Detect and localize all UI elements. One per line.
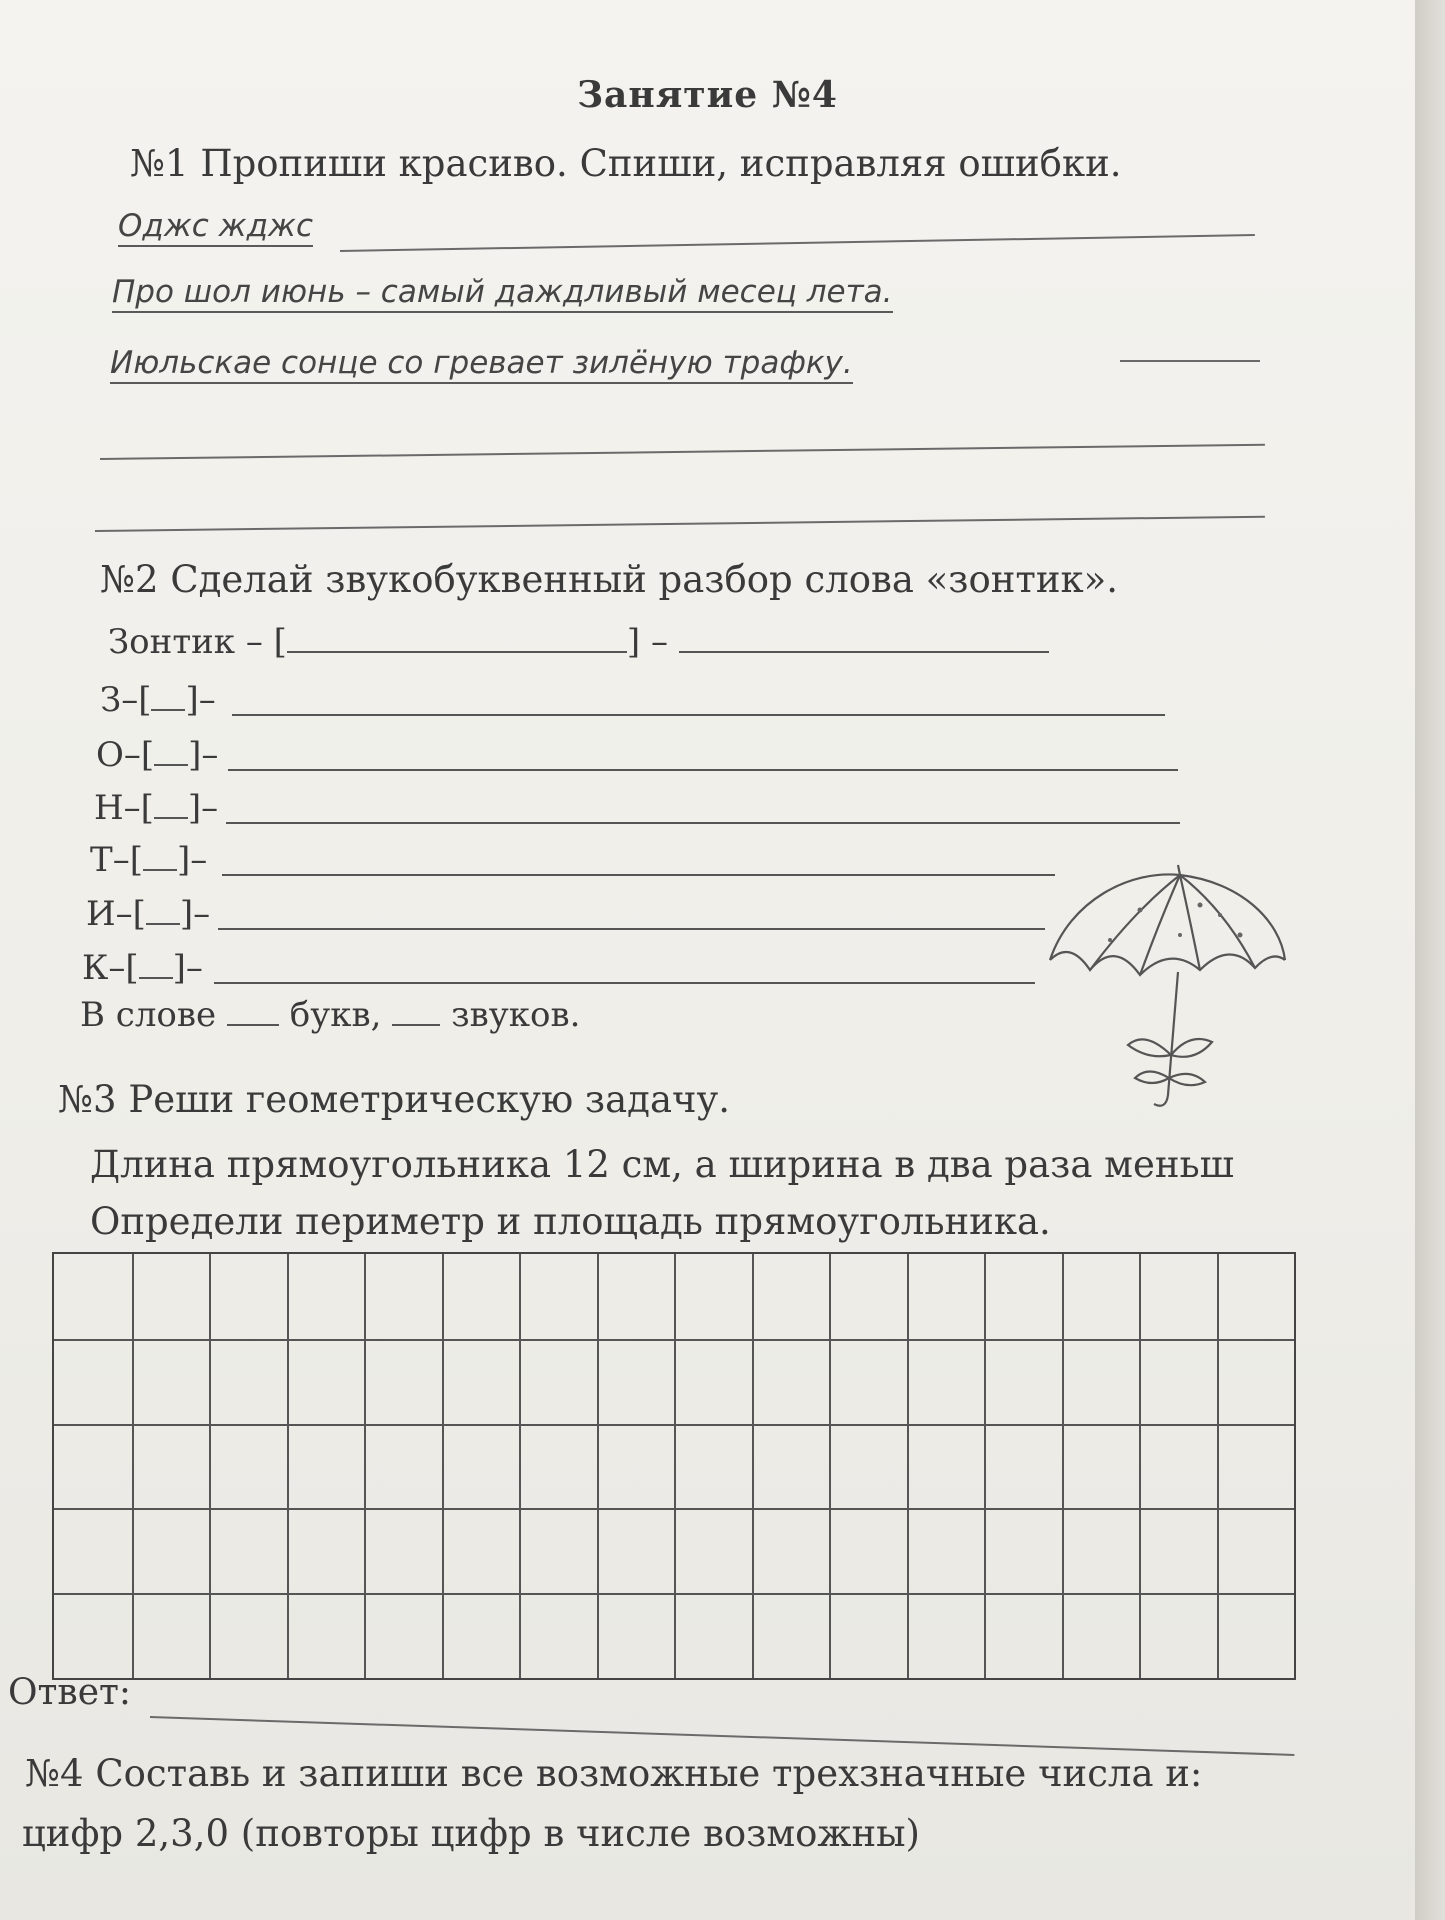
letter-row — [96, 735, 218, 775]
word-row-mid: ] – — [626, 622, 668, 662]
task1-heading: №1 Пропиши красиво. Спиши, исправляя ошибки. — [130, 142, 1122, 185]
letter-row — [100, 680, 216, 720]
sound-blank[interactable] — [146, 923, 180, 925]
task1-writing-line-5 — [95, 516, 1265, 532]
task1-writing-line-1 — [340, 234, 1255, 252]
sound-blank[interactable] — [139, 977, 173, 979]
task2-heading: №2 Сделай звукобуквенный разбор слова «зонтик». — [100, 558, 1119, 601]
bracket-close: ]– — [187, 788, 219, 828]
bracket-close: ]– — [179, 894, 211, 934]
umbrella-icon — [1040, 860, 1290, 1120]
bracket-close: ]– — [176, 840, 208, 880]
letter-row — [94, 788, 218, 828]
grid-vertical-line — [674, 1254, 676, 1678]
description-line[interactable] — [228, 769, 1178, 771]
summary-letters: букв, — [289, 995, 382, 1035]
grid-vertical-line — [752, 1254, 754, 1678]
letter-label: К — [82, 948, 109, 988]
sound-blank[interactable] — [151, 709, 185, 711]
description-line[interactable] — [232, 714, 1165, 716]
summary-prefix: В слове — [80, 995, 217, 1035]
description-line[interactable] — [226, 822, 1180, 824]
grid-horizontal-line — [54, 1593, 1294, 1595]
description-line[interactable] — [218, 928, 1045, 930]
grid-vertical-line — [287, 1254, 289, 1678]
grid-vertical-line — [132, 1254, 134, 1678]
grid-vertical-line — [1139, 1254, 1141, 1678]
sound-blank[interactable] — [154, 764, 188, 766]
bracket-open: –[ — [112, 840, 143, 880]
task1-handwritten-line-3: Июльскае сонце со гревает зилёную трафку. — [110, 345, 853, 384]
task1-writing-line-4 — [100, 444, 1265, 460]
transcription-blank — [287, 651, 627, 653]
letter-row — [90, 840, 207, 880]
bracket-open: –[ — [123, 788, 154, 828]
grid-horizontal-line — [54, 1508, 1294, 1510]
letter-label: И — [86, 894, 116, 934]
grid-vertical-line — [1062, 1254, 1064, 1678]
sound-blank[interactable] — [143, 869, 177, 871]
letter-row — [86, 894, 210, 934]
grid-vertical-line — [597, 1254, 599, 1678]
task1-handwritten-line-1: Оджс жджс — [118, 208, 313, 247]
page-title: Занятие №4 — [577, 74, 838, 116]
letter-label: Т — [90, 840, 113, 880]
sounds-count-blank — [392, 1024, 440, 1026]
bracket-close: ]– — [188, 735, 219, 775]
letter-label: Н — [94, 788, 124, 828]
letter-label: З — [100, 680, 122, 720]
task1-writing-line-3 — [1120, 360, 1260, 362]
bracket-open: –[ — [115, 894, 146, 934]
answer-line[interactable] — [150, 1716, 1294, 1756]
grid-vertical-line — [209, 1254, 211, 1678]
bracket-open: –[ — [121, 680, 152, 720]
answer-label: Ответ: — [8, 1672, 132, 1713]
grid-vertical-line — [442, 1254, 444, 1678]
letters-count-blank — [227, 1024, 279, 1026]
task1-handwritten-line-2: Про шол июнь – самый даждливый месец лета. — [112, 274, 893, 313]
task3-heading: №3 Реши геометрическую задачу. — [58, 1078, 730, 1121]
word-analysis-row — [108, 622, 1049, 662]
word-row-label: Зонтик – [ — [108, 622, 287, 662]
word-description-blank — [679, 651, 1049, 653]
grid-horizontal-line — [54, 1424, 1294, 1426]
summary-sounds: звуков. — [451, 995, 581, 1035]
bracket-open: –[ — [108, 948, 139, 988]
grid-vertical-line — [984, 1254, 986, 1678]
page-edge — [1415, 0, 1445, 1920]
task3-condition-line-2: Определи периметр и площадь прямоугольника. — [90, 1200, 1051, 1243]
squared-grid — [52, 1252, 1296, 1680]
bracket-close: ]– — [185, 680, 216, 720]
task4-line-2: цифр 2,3,0 (повторы цифр в числе возможны) — [22, 1812, 920, 1855]
grid-vertical-line — [829, 1254, 831, 1678]
grid-vertical-line — [364, 1254, 366, 1678]
grid-horizontal-line — [54, 1339, 1294, 1341]
sound-blank[interactable] — [154, 817, 188, 819]
bracket-open: –[ — [123, 735, 155, 775]
grid-vertical-line — [907, 1254, 909, 1678]
summary-row — [80, 995, 580, 1035]
description-line[interactable] — [222, 874, 1055, 876]
task3-condition-line-1: Длина прямоугольника 12 см, а ширина в два раза меньш — [90, 1143, 1235, 1186]
grid-vertical-line — [519, 1254, 521, 1678]
task4-line-1: №4 Составь и запиши все возможные трехзначные числа и: — [25, 1752, 1203, 1795]
grid-vertical-line — [1217, 1254, 1219, 1678]
description-line[interactable] — [214, 982, 1035, 984]
letter-label: О — [96, 735, 124, 775]
letter-row — [82, 948, 203, 988]
bracket-close: ]– — [172, 948, 203, 988]
